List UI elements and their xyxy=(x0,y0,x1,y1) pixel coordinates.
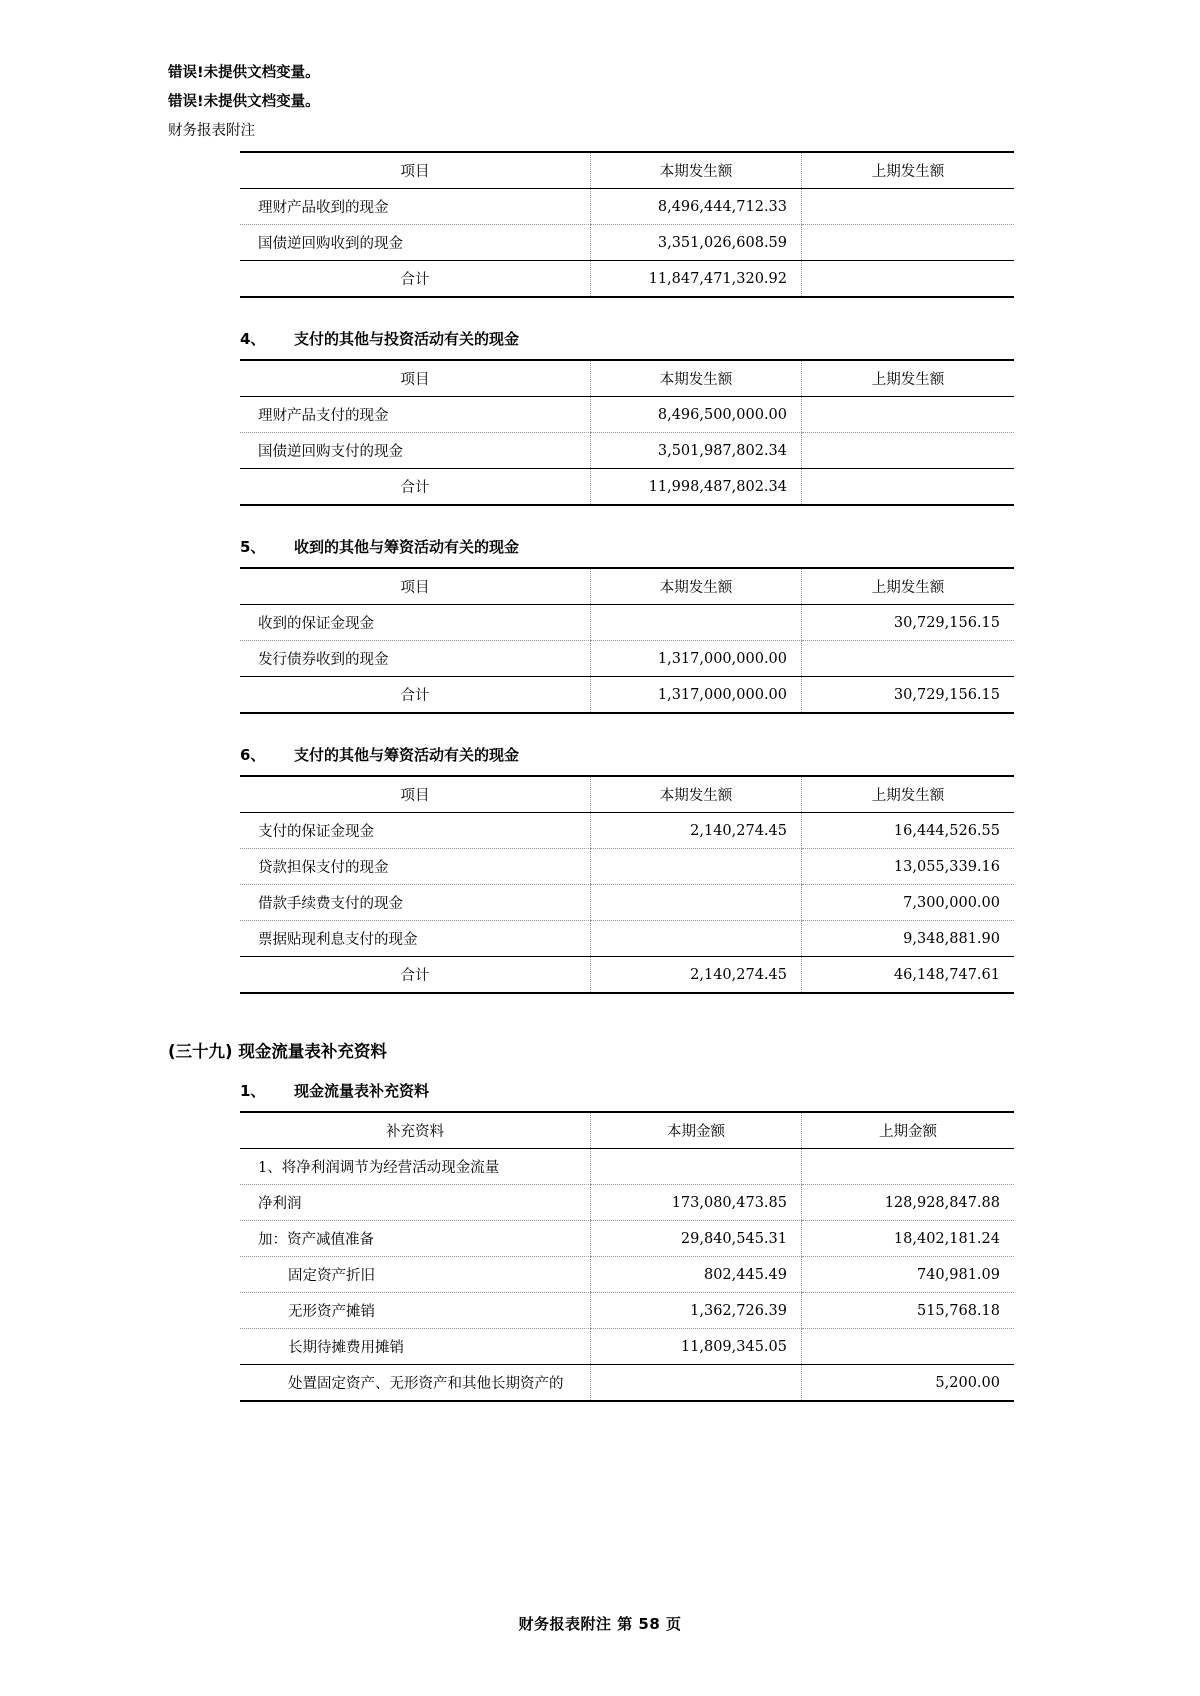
row-current-value: 8,496,500,000.00 xyxy=(591,397,802,433)
row-previous-value: 128,928,847.88 xyxy=(802,1185,1015,1221)
row-current-value: 3,351,026,608.59 xyxy=(591,225,802,261)
table-row xyxy=(240,189,1014,225)
column-header-previous-amount: 上期金额 xyxy=(802,1112,1015,1149)
table-investing-cash-received xyxy=(240,151,1014,298)
table-row xyxy=(240,1329,1014,1365)
row-label: 合计 xyxy=(240,469,591,506)
row-previous-value xyxy=(802,397,1015,433)
header-line-3: 财务报表附注 xyxy=(168,122,255,139)
row-label: 1、将净利润调节为经营活动现金流量 xyxy=(240,1149,591,1185)
row-label: 贷款担保支付的现金 xyxy=(240,849,591,885)
column-header-current: 本期发生额 xyxy=(591,152,802,189)
row-current-value: 11,809,345.05 xyxy=(591,1329,802,1365)
row-current-value xyxy=(591,1149,802,1185)
row-previous-value: 30,729,156.15 xyxy=(802,605,1015,641)
row-current-value: 8,496,444,712.33 xyxy=(591,189,802,225)
section-title: 支付的其他与筹资活动有关的现金 xyxy=(294,746,520,765)
row-label: 固定资产折旧 xyxy=(240,1257,591,1293)
table-header-row xyxy=(240,1112,1014,1149)
table-total-row xyxy=(240,677,1014,714)
row-current-value: 2,140,274.45 xyxy=(591,813,802,849)
column-header-item: 项目 xyxy=(240,152,591,189)
row-label: 收到的保证金现金 xyxy=(240,605,591,641)
row-previous-value: 16,444,526.55 xyxy=(802,813,1015,849)
row-current-value: 11,847,471,320.92 xyxy=(591,261,802,298)
column-header-current-amount: 本期金额 xyxy=(591,1112,802,1149)
section-number: 6、 xyxy=(240,746,266,765)
row-previous-value: 7,300,000.00 xyxy=(802,885,1015,921)
column-header-current: 本期发生额 xyxy=(591,568,802,605)
row-label: 处置固定资产、无形资产和其他长期资产的 xyxy=(240,1365,591,1402)
table-row xyxy=(240,397,1014,433)
table-financing-cash-received xyxy=(240,567,1014,714)
row-previous-value: 18,402,181.24 xyxy=(802,1221,1015,1257)
row-current-value: 802,445.49 xyxy=(591,1257,802,1293)
row-previous-value xyxy=(802,189,1015,225)
column-header-previous: 上期发生额 xyxy=(802,568,1015,605)
row-current-value: 1,317,000,000.00 xyxy=(591,641,802,677)
column-header-current: 本期发生额 xyxy=(591,776,802,813)
section-heading-39: (三十九) 现金流量表补充资料 xyxy=(168,1042,387,1062)
row-current-value: 173,080,473.85 xyxy=(591,1185,802,1221)
row-label: 理财产品收到的现金 xyxy=(240,189,591,225)
column-header-item: 项目 xyxy=(240,776,591,813)
row-previous-value xyxy=(802,261,1015,298)
column-header-previous: 上期发生额 xyxy=(802,360,1015,397)
section-title: 支付的其他与投资活动有关的现金 xyxy=(294,330,520,349)
row-label: 合计 xyxy=(240,261,591,298)
row-current-value xyxy=(591,885,802,921)
table-row xyxy=(240,605,1014,641)
table-row xyxy=(240,1149,1014,1185)
row-label: 长期待摊费用摊销 xyxy=(240,1329,591,1365)
table-row xyxy=(240,1365,1014,1402)
table-row xyxy=(240,1185,1014,1221)
row-label: 票据贴现利息支付的现金 xyxy=(240,921,591,957)
table-header-row xyxy=(240,776,1014,813)
row-previous-value xyxy=(802,433,1015,469)
section-number: 5、 xyxy=(240,538,266,557)
row-label: 合计 xyxy=(240,957,591,994)
table-header-row xyxy=(240,568,1014,605)
row-label: 合计 xyxy=(240,677,591,714)
row-label: 国债逆回购支付的现金 xyxy=(240,433,591,469)
table-total-row xyxy=(240,261,1014,298)
table-row xyxy=(240,433,1014,469)
row-previous-value xyxy=(802,641,1015,677)
section-heading-4 xyxy=(240,328,1040,349)
header-line-2: 错误!未提供文档变量。 xyxy=(168,93,320,110)
subsection-heading-39-1 xyxy=(240,1080,1040,1101)
row-previous-value xyxy=(802,469,1015,506)
column-header-previous: 上期发生额 xyxy=(802,776,1015,813)
table-financing-cash-paid xyxy=(240,775,1014,994)
table-total-row xyxy=(240,469,1014,506)
row-label: 发行债券收到的现金 xyxy=(240,641,591,677)
row-previous-value: 46,148,747.61 xyxy=(802,957,1015,994)
row-previous-value: 740,981.09 xyxy=(802,1257,1015,1293)
table-row xyxy=(240,813,1014,849)
header-line-1: 错误!未提供文档变量。 xyxy=(168,65,320,81)
column-header-item: 项目 xyxy=(240,360,591,397)
page-footer: 财务报表附注 第 58 页 xyxy=(518,1615,682,1633)
row-current-value xyxy=(591,1365,802,1402)
row-label: 支付的保证金现金 xyxy=(240,813,591,849)
table-row xyxy=(240,225,1014,261)
row-previous-value: 5,200.00 xyxy=(802,1365,1015,1402)
table-row xyxy=(240,1257,1014,1293)
row-label: 净利润 xyxy=(240,1185,591,1221)
table-total-row xyxy=(240,957,1014,994)
table-row xyxy=(240,921,1014,957)
row-label: 借款手续费支付的现金 xyxy=(240,885,591,921)
row-current-value: 2,140,274.45 xyxy=(591,957,802,994)
table-cashflow-supplement xyxy=(240,1111,1014,1402)
row-label: 无形资产摊销 xyxy=(240,1293,591,1329)
row-previous-value: 30,729,156.15 xyxy=(802,677,1015,714)
table-row xyxy=(240,641,1014,677)
column-header-previous: 上期发生额 xyxy=(802,152,1015,189)
section-title: 现金流量表补充资料 xyxy=(294,1082,430,1101)
row-current-value: 3,501,987,802.34 xyxy=(591,433,802,469)
section-heading-6 xyxy=(240,744,1040,765)
row-previous-value: 515,768.18 xyxy=(802,1293,1015,1329)
section-heading-5 xyxy=(240,536,1040,557)
row-current-value xyxy=(591,849,802,885)
row-label: 理财产品支付的现金 xyxy=(240,397,591,433)
row-current-value xyxy=(591,605,802,641)
table-header-row xyxy=(240,360,1014,397)
table-row xyxy=(240,849,1014,885)
table-row xyxy=(240,1221,1014,1257)
column-header-supplement: 补充资料 xyxy=(240,1112,591,1149)
table-header-row xyxy=(240,152,1014,189)
section-number: 4、 xyxy=(240,330,266,349)
row-current-value: 1,317,000,000.00 xyxy=(591,677,802,714)
row-previous-value xyxy=(802,1329,1015,1365)
row-previous-value: 9,348,881.90 xyxy=(802,921,1015,957)
row-label: 加：资产减值准备 xyxy=(240,1221,591,1257)
column-header-current: 本期发生额 xyxy=(591,360,802,397)
row-current-value: 1,362,726.39 xyxy=(591,1293,802,1329)
row-previous-value xyxy=(802,225,1015,261)
row-previous-value: 13,055,339.16 xyxy=(802,849,1015,885)
row-current-value: 11,998,487,802.34 xyxy=(591,469,802,506)
page-header xyxy=(168,60,1040,145)
row-previous-value xyxy=(802,1149,1015,1185)
table-row xyxy=(240,885,1014,921)
row-label: 国债逆回购收到的现金 xyxy=(240,225,591,261)
row-current-value xyxy=(591,921,802,957)
section-number: 1、 xyxy=(240,1082,266,1101)
column-header-item: 项目 xyxy=(240,568,591,605)
section-title: 收到的其他与筹资活动有关的现金 xyxy=(294,538,520,557)
row-current-value: 29,840,545.31 xyxy=(591,1221,802,1257)
table-investing-cash-paid xyxy=(240,359,1014,506)
table-row xyxy=(240,1293,1014,1329)
